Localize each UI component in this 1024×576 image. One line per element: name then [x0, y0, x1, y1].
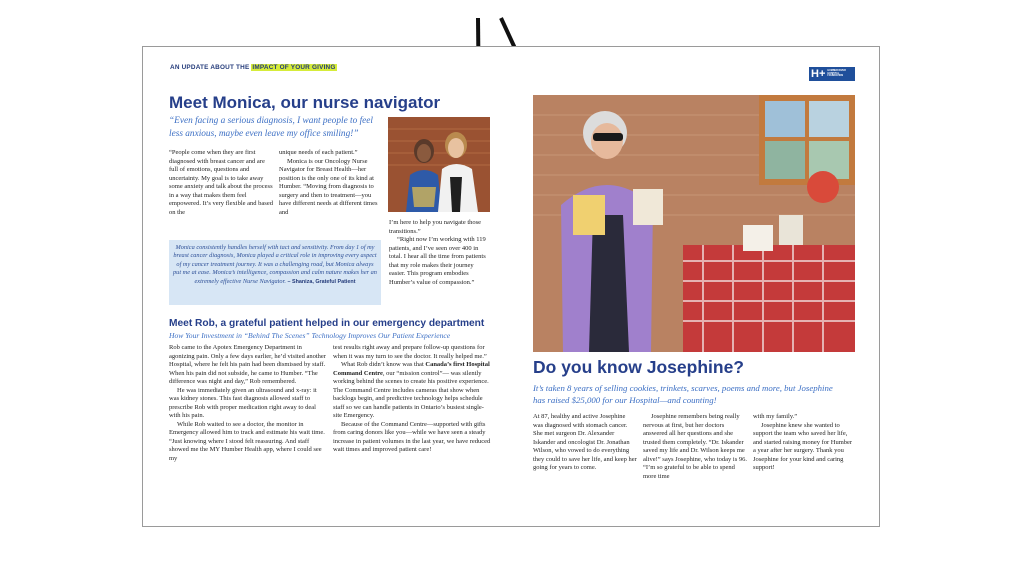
- hospital-logo: [809, 67, 855, 81]
- monica-column-1: [169, 149, 273, 217]
- monica-photo: [388, 117, 490, 212]
- rob-subtitle: How Your Investment in “Behind The Scenes” Technology Improves Our Patient Experience: [169, 331, 451, 340]
- josephine-col3-p2: Josephine knew she wanted to support the team who saved her life, and started raising money for Humber a year after her surgery. Thank you Josephine for your kind and caring support!: [753, 421, 853, 471]
- monica-col1-text: “People come when they are first diagnosed with breast cancer and are full of emotions, questions and uncertainty. My goal is to take away some anxiety and talk about the process in a way that makes them feel empowered. It’s very flexible and based on the: [169, 149, 273, 216]
- rob-command-centre-highlight: Canada’s first Hospital Command Centre: [333, 361, 490, 377]
- josephine-photo: [533, 95, 855, 352]
- josephine-column-1: [533, 413, 637, 473]
- monica-column-3: [389, 219, 491, 287]
- rob-title: Meet Rob, a grateful patient helped in our emergency department: [169, 318, 485, 329]
- rob-column-2: [333, 344, 491, 455]
- josephine-col2-text: Josephine remembers being really nervous at first, but her doctors answered all her questions and she trusted them completely. “Dr. Iskander saved my life and Dr. Wilson keeps me alive!” says Josephine, who today is 96. “I’m so grateful to be able to spend more time: [643, 413, 747, 480]
- kicker-highlight: IMPACT OF YOUR GIVING: [252, 64, 336, 71]
- monica-col3-p1: I’m here to help you navigate those transitions.”: [389, 219, 482, 235]
- rob-col1-p1: Rob came to the Apotex Emergency Department in agonizing pain. Only a few days earlier, he’d visited another Hospital, where he felt his pain had been dismissed by staff. When his pain did not subside, he came to Humber. “The difference was night and day,” Rob remembered.: [169, 344, 326, 385]
- monica-col2-p2: Monica is our Oncology Nurse Navigator for Breast Health—her position is the only one of its kind at Humber. “Moving from diagnosis to surgery and then to treatment—you have different needs at different times and: [279, 157, 378, 216]
- kicker-text: AN UPDATE ABOUT THE: [170, 64, 252, 71]
- rob-col2-p2: [333, 361, 491, 421]
- josephine-col1-text: At 87, healthy and active Josephine was diagnosed with stomach cancer. She met surgeon Dr. Alexander Iskander and oncologist Dr. Jonathan Wilson, who vowed to do everything they could to save her life, and keep her going for years to come.: [533, 413, 637, 471]
- josephine-column-3: [753, 413, 855, 473]
- josephine-title: Do you know Josephine?: [533, 357, 744, 377]
- monica-column-2: [279, 149, 383, 217]
- logo-text: HUMBER RIVER HOSPITAL FOUNDATION: [827, 69, 846, 78]
- rob-col2-p2-a: What Rob didn’t know was that: [341, 361, 426, 368]
- rob-col1-p3: While Rob waited to see a doctor, the monitor in Emergency allowed him to track and estimate his wait time. “Just knowing where I stood felt reassuring. And staff showed me the MY Humber Health app, where I could see my: [169, 420, 325, 462]
- josephine-column-2: [643, 413, 747, 481]
- patient-quote-box: [169, 240, 381, 305]
- monica-subtitle: “Even facing a serious diagnosis, I want people to feel less anxious, maybe even leave my office smiling!”: [169, 116, 373, 139]
- monica-title: Meet Monica, our nurse navigator: [169, 93, 441, 112]
- logo-mark: H+: [811, 67, 826, 80]
- rob-col2-p3: Because of the Command Centre—supported with gifts from caring donors like you—while we have seen a steady increase in patient volumes in the last year, we have reduced wait times and improved patient care!: [333, 420, 491, 453]
- rob-column-1: [169, 344, 327, 463]
- josephine-subtitle: It’s taken 8 years of selling cookies, trinkets, scarves, poems and more, but Josephine has raised $25,000 for our Hospital—and counting!: [533, 383, 833, 405]
- rob-col2-p2-c: , our “mission control”— was silently working behind the scenes to create his positive experience. The Command Centre includes cameras that show when backlogs begin, and predictive technology helps schedule staff so we can handle patients in Ontario’s busiest single-site Emergency.: [333, 369, 489, 419]
- monica-col2-p1: unique needs of each patient.”: [279, 149, 358, 156]
- kicker: [170, 64, 337, 71]
- patient-quote: Monica consistently handles herself with tact and sensitivity. From day 1 of my breast cancer diagnosis, Monica played a critical role in improving every aspect of my cancer treatment journey. It was a challenging road, but Monica always put me at ease. Monica’s intelligence, compassion and calm nature makes her an extremely effective Nurse Navigator.: [173, 244, 377, 285]
- rob-col2-p1: test results right away and prepare follow-up questions for when it was my turn to see the doctor. It really helped me.”: [333, 344, 487, 360]
- rob-col1-p2: He was immediately given an ultrasound and x-ray: it was kidney stones. This fast diagnosis allowed staff to prescribe Rob with proper medication right away to deal with his pain.: [169, 386, 317, 419]
- patient-quote-attribution: – Shaniza, Grateful Patient: [287, 278, 356, 285]
- josephine-col3-p1: with my family.”: [753, 413, 798, 420]
- monica-col3-p2: “Right now I’m working with 119 patients, and I’ve seen over 400 in total. I hear all the time from patients that my role makes their journey easier. This program embodies Humber’s value of compassion.”: [389, 236, 486, 286]
